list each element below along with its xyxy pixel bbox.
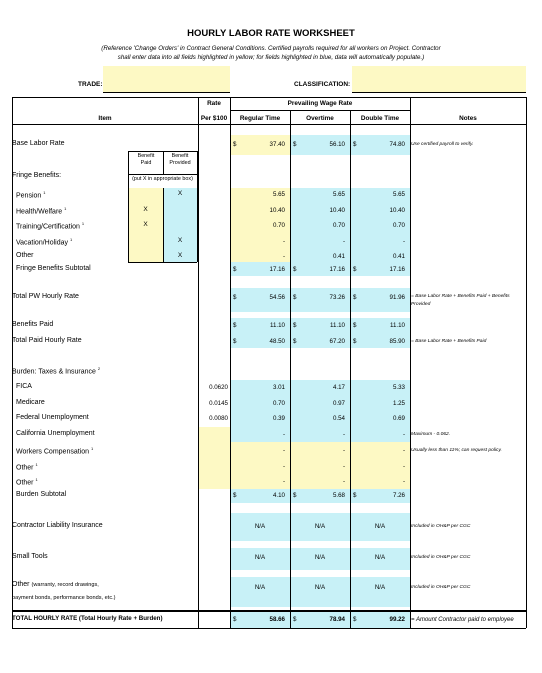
total_paid-ot-dollar-sign: $ xyxy=(293,338,297,345)
fed_unemp-rate: 0.0080 xyxy=(209,415,228,422)
other-bottom-detail: (warranty, record drawings, xyxy=(31,582,99,588)
workers_comp-rate-cell[interactable] xyxy=(198,442,230,458)
burden_sub-dt-dollar-sign: $ xyxy=(353,492,357,499)
ca_unemp-reg-value: - xyxy=(282,431,285,438)
trade-label: TRADE: xyxy=(78,81,103,88)
trade-field[interactable] xyxy=(103,66,230,92)
prevailing-wage-header: Prevailing Wage Rate xyxy=(287,100,353,107)
other_bottom-dt-value: N/A xyxy=(374,584,386,591)
fica-label-text: FICA xyxy=(16,383,32,390)
fed_unemp-label-text: Federal Unemployment xyxy=(16,414,89,421)
table-top-border xyxy=(12,97,526,98)
total_paid-label xyxy=(12,337,82,344)
ca_unemp-dt-value: - xyxy=(402,431,405,438)
workers_comp-label-text: Workers Compensation xyxy=(16,448,90,456)
fringe_sub-ot-value: 17.16 xyxy=(329,266,345,273)
fringe_sub-ot-dollar-sign: $ xyxy=(293,266,297,273)
table-bottom-border xyxy=(12,628,526,629)
footnote-marker: 1 xyxy=(35,462,38,467)
benefit-subheader-bottom xyxy=(128,262,197,263)
trade-underline xyxy=(103,92,230,93)
benefit-provided-header xyxy=(163,153,197,167)
rate-header-bottom: Per $100 xyxy=(200,115,228,122)
pension-label-text: Pension xyxy=(16,192,42,200)
total_hourly-ot-dollar-sign: $ xyxy=(293,616,297,623)
medicare-ot-value: 0.97 xyxy=(332,400,345,407)
footnote-marker: 1 xyxy=(64,206,67,211)
fringe_sub-label xyxy=(16,265,91,272)
burden-title xyxy=(12,366,100,375)
fringe_sub-reg-value: 17.16 xyxy=(269,266,285,273)
training-ot-value: 0.70 xyxy=(332,222,345,229)
ca_unemp-label-text: California Unemployment xyxy=(16,430,95,437)
fica-label xyxy=(16,383,32,390)
total_pw-note-1: = Base Labor Rate + Benefits Paid + Benefits xyxy=(411,294,510,299)
burden_sub-reg-value: 4.10 xyxy=(272,492,285,499)
other2-reg-value: - xyxy=(282,478,285,485)
ca_unemp-ot-value: - xyxy=(342,431,345,438)
workers_comp-dt-value: - xyxy=(402,447,405,454)
burden-title-text: Burden: Taxes & Insurance xyxy=(12,368,96,376)
benefit-divider-top xyxy=(163,151,164,174)
total_hourly-reg-dollar-sign: $ xyxy=(233,616,237,623)
base_labor-ot-value: 56.10 xyxy=(329,141,345,148)
total_hourly-ot-value: 78.94 xyxy=(329,616,345,623)
base_labor-dt-value: 74.80 xyxy=(389,141,405,148)
burden_sub-ot-dollar-sign: $ xyxy=(293,492,297,499)
training-label-text: Training/Certification xyxy=(16,223,80,231)
other_bottom-note: Included in OH&P per CGC xyxy=(411,585,471,590)
pension-label xyxy=(16,190,45,199)
health-label-text: Health/Welfare xyxy=(16,208,63,216)
base_labor-reg-dollar-sign: $ xyxy=(233,141,237,148)
other-label-text: Other xyxy=(16,252,34,259)
workers_comp-ot-value: - xyxy=(342,447,345,454)
other_bottom-dt-cell xyxy=(350,577,410,607)
burden_sub-reg-dollar-sign: $ xyxy=(233,492,237,499)
pension-provided-x: X xyxy=(177,190,183,197)
benefit-provided-right xyxy=(197,151,198,262)
total-row-top-border xyxy=(12,610,526,612)
instructions-line-2: shall enter data into all fields highlighted in yellow; for fields highlighted in blue, data will automatically populate.) xyxy=(117,54,425,61)
footnote-marker: 1 xyxy=(90,446,94,451)
other-provided-x: X xyxy=(177,252,183,259)
medicare-rate: 0.0145 xyxy=(209,400,228,407)
notes-header: Notes xyxy=(459,115,477,122)
other-bottom-label: Other xyxy=(12,581,30,588)
base_labor-dt-dollar-sign: $ xyxy=(353,141,357,148)
fica-rate: 0.0620 xyxy=(209,384,228,391)
liability-label-text: Contractor Liability Insurance xyxy=(12,522,103,529)
training-benefit-provided-cell xyxy=(163,218,197,233)
liability-reg-value: N/A xyxy=(254,523,266,530)
health-ot-value: 10.40 xyxy=(329,207,345,214)
base_labor-note: Use certified payroll to verify. xyxy=(411,142,474,147)
training-dt-value: 0.70 xyxy=(392,222,405,229)
medicare-label xyxy=(16,399,45,406)
header-bottom-border xyxy=(12,124,526,125)
pension-reg-value: 5.65 xyxy=(272,191,285,198)
instructions-line-1: (Reference 'Change Orders' in Contract General Conditions. Certified payrolls required for all workers on Project. Contractor xyxy=(101,45,441,52)
vacation-label-text: Vacation/Holiday xyxy=(16,239,69,247)
total_pw-reg-value: 54.56 xyxy=(269,294,285,301)
total_pw-reg-dollar-sign: $ xyxy=(233,294,237,301)
other2-dt-value: - xyxy=(402,478,405,485)
other1-label-text: Other xyxy=(16,464,34,472)
total_paid-ot-value: 67.20 xyxy=(329,338,345,345)
table-right-border xyxy=(526,97,527,628)
total_hourly-label xyxy=(12,615,163,622)
page-title: HOURLY LABOR RATE WORKSHEET xyxy=(187,28,355,39)
put-x-instruction: (put X in appropriate box) xyxy=(132,176,193,182)
liability-ot-value: N/A xyxy=(314,523,326,530)
total_pw-ot-dollar-sign: $ xyxy=(293,294,297,301)
double-time-header: Double Time xyxy=(360,115,400,122)
footnote-marker: 1 xyxy=(81,221,85,226)
health-benefit-provided-cell xyxy=(163,203,197,218)
instructions xyxy=(60,44,482,62)
total_paid-label-text: Total Paid Hourly Rate xyxy=(12,337,82,344)
other2-rate-cell[interactable] xyxy=(198,473,230,489)
other_bottom-ot-value: N/A xyxy=(314,584,326,591)
benefit-subheader-mid xyxy=(128,174,197,175)
total_paid-dt-value: 85.90 xyxy=(389,338,405,345)
benefits_paid-label xyxy=(12,321,53,328)
benefits_paid-dt-value: 11.10 xyxy=(389,322,405,329)
pension-ot-value: 5.65 xyxy=(332,191,345,198)
benefit-paid-header xyxy=(128,153,164,167)
benefit-paid-left xyxy=(128,151,129,262)
total_paid-reg-value: 48.50 xyxy=(269,338,285,345)
other_bottom-label-2: payment bonds, performance bonds, etc.) xyxy=(12,595,116,601)
pension-dt-value: 5.65 xyxy=(392,191,405,198)
small_tools-label xyxy=(12,553,48,560)
benefit-divider xyxy=(163,188,164,262)
footnote-marker: 1 xyxy=(35,477,38,482)
total_pw-ot-value: 73.26 xyxy=(329,294,345,301)
notes-column-left xyxy=(410,97,411,628)
liability-note: Included in OH&P per CGC xyxy=(411,524,471,529)
benefit-provided-header-line-1: Benefit xyxy=(171,153,189,159)
fica-ot-value: 4.17 xyxy=(332,384,345,391)
base_labor-label xyxy=(12,140,65,147)
fringe_sub-dt-dollar-sign: $ xyxy=(353,266,357,273)
health-label xyxy=(16,206,66,215)
benefits_paid-ot-value: 11.10 xyxy=(329,322,345,329)
other1-reg-value: - xyxy=(282,463,285,470)
item-header: Item xyxy=(98,115,112,122)
regular-column-left xyxy=(230,97,231,628)
other1-ot-value: - xyxy=(342,463,345,470)
prevailing-header-divider xyxy=(230,110,410,111)
benefits_paid-reg-dollar-sign: $ xyxy=(233,322,237,329)
fica-reg-value: 3.01 xyxy=(272,384,285,391)
base_labor-reg-value: 37.40 xyxy=(269,141,285,148)
classification-underline xyxy=(352,92,526,93)
training-paid-x: X xyxy=(143,221,148,228)
other2-label-text: Other xyxy=(16,479,34,487)
overtime-header: Overtime xyxy=(306,115,334,122)
burden_sub-label-text: Burden Subtotal xyxy=(16,491,67,498)
classification-label: CLASSIFICATION: xyxy=(294,81,351,88)
other-ot-value: 0.41 xyxy=(332,253,345,260)
fica-dt-value: 5.33 xyxy=(392,384,405,391)
other1-rate-cell[interactable] xyxy=(198,458,230,473)
regular-time-header: Regular Time xyxy=(239,115,281,122)
footnote-marker: 2 xyxy=(97,366,101,371)
vacation-label xyxy=(16,237,72,246)
burden_sub-ot-value: 5.68 xyxy=(332,492,345,499)
total_paid-note: = Base Labor Rate + Benefits Paid xyxy=(411,339,487,344)
table-left-border xyxy=(12,97,13,628)
vacation-ot-value: - xyxy=(342,238,345,245)
total_paid-reg-dollar-sign: $ xyxy=(233,338,237,345)
total_pw-dt-dollar-sign: $ xyxy=(353,294,357,301)
other_bottom-label xyxy=(12,581,99,588)
benefit-paid-header-line-1: Benefit xyxy=(137,153,155,159)
benefits_paid-dt-dollar-sign: $ xyxy=(353,322,357,329)
other-label xyxy=(16,252,34,259)
other1-label xyxy=(16,462,38,471)
liability-dt-value: N/A xyxy=(374,523,386,530)
base_labor-label-text: Base Labor Rate xyxy=(12,140,65,147)
rate-column-left xyxy=(198,97,199,628)
benefits_paid-label-text: Benefits Paid xyxy=(12,321,54,328)
benefit-provided-header-line-2: Provided xyxy=(169,160,191,166)
fed_unemp-label xyxy=(16,414,89,421)
other_bottom-reg-value: N/A xyxy=(254,584,266,591)
small_tools-label-text: Small Tools xyxy=(12,553,48,560)
double-column-left xyxy=(350,110,351,628)
footnote-marker: 1 xyxy=(43,190,46,195)
classification-field[interactable] xyxy=(352,66,526,92)
benefits_paid-ot-dollar-sign: $ xyxy=(293,322,297,329)
training-label xyxy=(16,221,84,230)
total_hourly-dt-dollar-sign: $ xyxy=(353,616,357,623)
workers_comp-label xyxy=(16,446,93,455)
health-paid-x: X xyxy=(143,206,148,213)
total_pw-dt-value: 91.96 xyxy=(389,294,405,301)
rate-header-top: Rate xyxy=(207,100,221,107)
fringe-benefits-title: Fringe Benefits: xyxy=(12,172,62,179)
total_hourly-label-text: TOTAL HOURLY RATE (Total Hourly Rate + Burden) xyxy=(12,615,163,622)
small_tools-note: Included in OH&P per CGC xyxy=(411,555,471,560)
fringe_sub-dt-value: 17.16 xyxy=(389,266,405,273)
other1-dt-value: - xyxy=(402,463,405,470)
burden_sub-dt-value: 7.26 xyxy=(392,492,405,499)
total_hourly-dt-value: 99.22 xyxy=(389,616,405,623)
other_bottom-reg-cell xyxy=(230,577,290,607)
small_tools-reg-value: N/A xyxy=(254,554,266,561)
total_pw-label xyxy=(12,293,79,300)
fed_unemp-dt-value: 0.69 xyxy=(392,415,405,422)
training-reg-value: 0.70 xyxy=(272,222,285,229)
small_tools-dt-value: N/A xyxy=(374,554,386,561)
workers_comp-note: Usually less than 11%; can request policy. xyxy=(411,448,502,453)
ca_unemp-label xyxy=(16,430,95,437)
workers_comp-reg-value: - xyxy=(282,447,285,454)
medicare-label-text: Medicare xyxy=(16,399,45,406)
ca_unemp-note: Maximum - 0.062. xyxy=(411,432,451,437)
footnote-marker: 1 xyxy=(69,237,73,242)
fringe_sub-reg-dollar-sign: $ xyxy=(233,266,237,273)
other2-ot-value: - xyxy=(342,478,345,485)
fringe_sub-label-text: Fringe Benefits Subtotal xyxy=(16,265,91,272)
total_paid-dt-dollar-sign: $ xyxy=(353,338,357,345)
total_pw-label-text: Total PW Hourly Rate xyxy=(12,293,79,300)
fed_unemp-reg-value: 0.39 xyxy=(272,415,285,422)
base_labor-ot-dollar-sign: $ xyxy=(293,141,297,148)
small_tools-ot-value: N/A xyxy=(314,554,326,561)
total_hourly-reg-value: 58.66 xyxy=(269,616,285,623)
vacation-provided-x: X xyxy=(177,237,183,244)
medicare-dt-value: 1.25 xyxy=(392,400,405,407)
vacation-dt-value: - xyxy=(402,238,405,245)
other-benefit-paid-cell[interactable] xyxy=(128,248,163,262)
overtime-column-left xyxy=(290,110,291,628)
other_bottom-ot-cell xyxy=(290,577,350,607)
pension-benefit-paid-cell[interactable] xyxy=(128,188,163,203)
total_pw-note-2: Provided xyxy=(411,302,431,307)
total_hourly-note: = Amount Contractor paid to employee xyxy=(411,617,514,623)
health-reg-value: 10.40 xyxy=(269,207,285,214)
health-dt-value: 10.40 xyxy=(389,207,405,214)
liability-label xyxy=(12,522,103,529)
burden_sub-label xyxy=(16,491,66,498)
ca_unemp-rate-cell[interactable] xyxy=(198,427,230,442)
other-reg-value: - xyxy=(282,253,285,260)
vacation-reg-value: - xyxy=(282,238,285,245)
medicare-reg-value: 0.70 xyxy=(272,400,285,407)
fed_unemp-ot-value: 0.54 xyxy=(332,415,345,422)
other2-label xyxy=(16,477,38,486)
other-dt-value: 0.41 xyxy=(392,253,405,260)
benefit-paid-header-line-2: Paid xyxy=(140,160,152,166)
vacation-benefit-paid-cell[interactable] xyxy=(128,233,163,248)
benefits_paid-reg-value: 11.10 xyxy=(269,322,285,329)
